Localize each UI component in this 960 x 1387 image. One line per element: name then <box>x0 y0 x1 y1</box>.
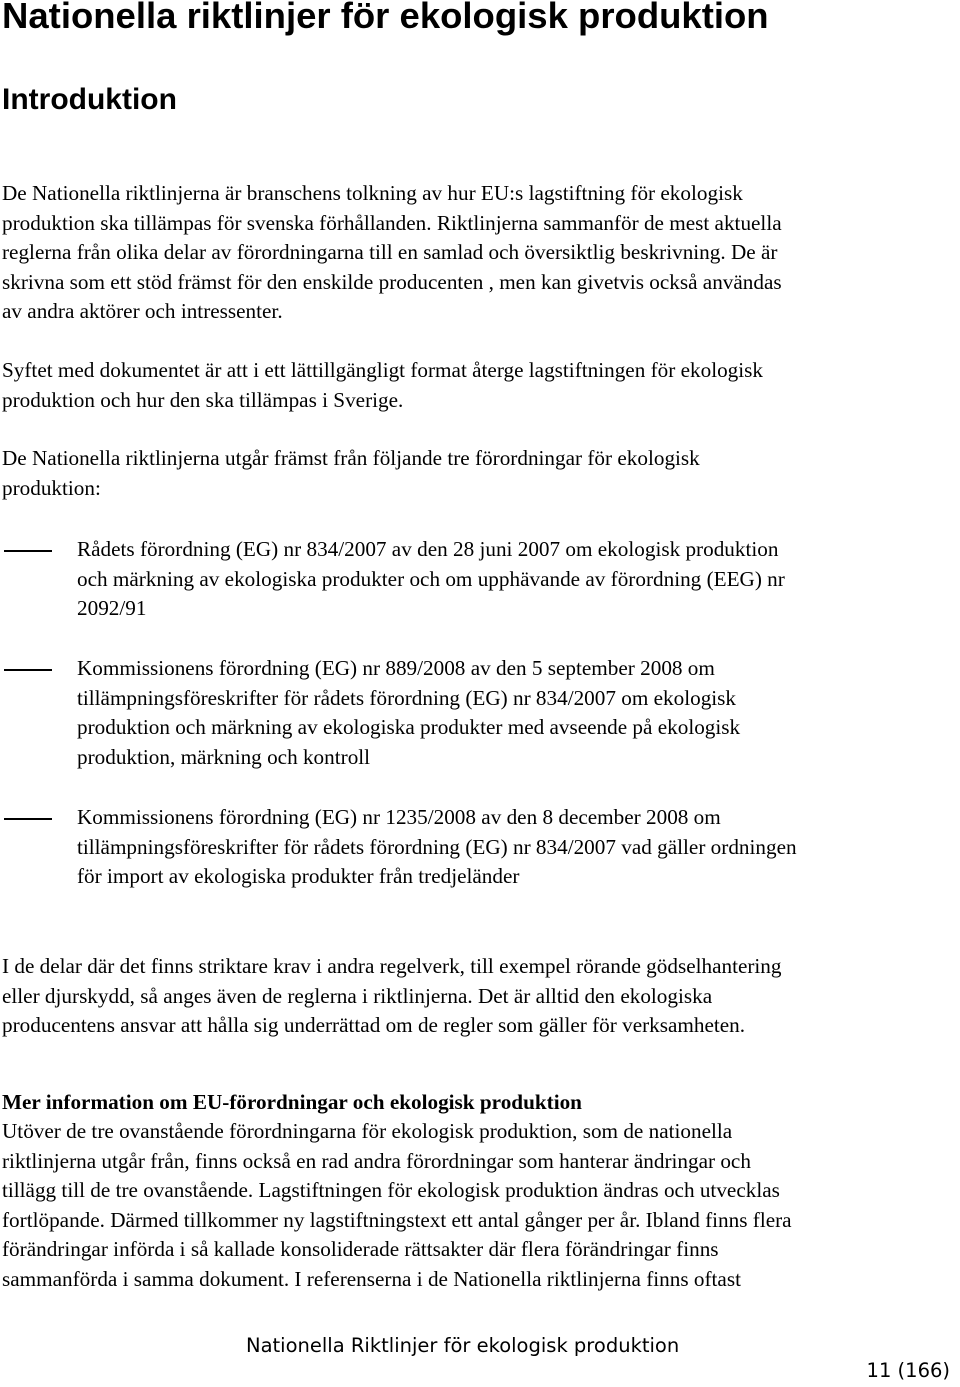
text-line: fortlöpande. Därmed tillkommer ny lagstiftningstext ett antal gånger per år. Ibland finns flera <box>2 1207 792 1232</box>
regulations-intro-paragraph <box>2 444 700 503</box>
page-number: 11 (166) <box>866 1359 950 1382</box>
text-line: produktion, märkning och kontroll <box>77 744 371 769</box>
list-item-text <box>77 803 797 892</box>
text-line: produktion och märkning av ekologiska produkter med avseende på ekologisk <box>77 715 741 739</box>
section-heading: Introduktion <box>2 83 177 116</box>
text-line: och märkning av ekologiska produkter och om upphävande av förordning (EEG) nr <box>77 566 785 591</box>
text-line: för import av ekologiska produkter från tredjeländer <box>77 864 520 888</box>
text-line: Rådets förordning (EG) nr 834/2007 av den 28 juni 2007 om ekologisk produktion <box>77 537 779 561</box>
text-line: producentens ansvar att hålla sig underrättad om de regler som gäller för verksamheten. <box>2 1013 746 1037</box>
text-line: Kommissionens förordning (EG) nr 1235/2008 av den 8 december 2008 om <box>77 805 721 829</box>
more-info-paragraph <box>2 1117 792 1294</box>
text-line: Syftet med dokumentet är att i ett lättillgängligt format återge lagstiftningen för ekologisk <box>2 358 763 382</box>
text-line: eller djurskydd, så anges även de reglerna i riktlinjerna. Det är alltid den ekologiska <box>2 983 713 1008</box>
text-line: skrivna som ett stöd främst för den enskilde producenten , men kan givetvis också användas <box>2 269 782 294</box>
text-line: De Nationella riktlinjerna är branschens tolkning av hur EU:s lagstiftning för ekologisk <box>2 181 743 205</box>
text-line: reglerna från olika delar av förordningarna till en samlad och översiktlig beskrivning. De är <box>2 240 778 264</box>
purpose-paragraph <box>2 356 763 415</box>
text-line: produktion: <box>2 475 101 500</box>
stricter-rules-paragraph <box>2 952 782 1041</box>
list-item-text <box>77 654 740 772</box>
text-line: tillämpningsföreskrifter för rådets förordning (EG) nr 834/2007 om ekologisk <box>77 685 737 710</box>
text-line: av andra aktörer och intressenter. <box>2 299 283 323</box>
document-title: Nationella riktlinjer för ekologisk produktion <box>2 0 769 36</box>
intro-paragraph <box>2 179 782 327</box>
text-line: Kommissionens förordning (EG) nr 889/2008 av den 5 september 2008 om <box>77 656 715 680</box>
text-line: tillägg till de tre ovanstående. Lagstiftningen för ekologisk produktion ändras och utvecklas <box>2 1178 780 1202</box>
text-line: I de delar där det finns striktare krav i andra regelverk, till exempel rörande gödselhantering <box>2 954 782 978</box>
text-line: De Nationella riktlinjerna utgår främst från följande tre förordningar för ekologisk <box>2 446 700 470</box>
footer-title: Nationella Riktlinjer för ekologisk produktion <box>246 1334 680 1357</box>
text-line: tillämpningsföreskrifter för rådets förordning (EG) nr 834/2007 vad gäller ordningen <box>77 834 797 859</box>
text-line: produktion och hur den ska tillämpas i Sverige. <box>2 387 404 412</box>
text-line: förändringar införda i så kallade konsoliderade rättsakter där flera förändringar finns <box>2 1237 719 1261</box>
text-line: 2092/91 <box>77 596 147 620</box>
text-line: riktlinjerna utgår från, finns också en rad andra förordningar som hanterar ändringar och <box>2 1148 751 1173</box>
more-info-heading: Mer information om EU-förordningar och ekologisk produktion <box>2 1090 582 1114</box>
dash-bullet-icon <box>4 669 52 671</box>
dash-bullet-icon <box>4 550 52 552</box>
list-item-text <box>77 535 785 624</box>
text-line: produktion ska tillämpas för svenska förhållanden. Riktlinjerna sammanför de mest aktuella <box>2 210 782 235</box>
dash-bullet-icon <box>4 818 52 820</box>
text-line: Utöver de tre ovanstående förordningarna för ekologisk produktion, som de nationella <box>2 1119 733 1143</box>
text-line: sammanförda i samma dokument. I referenserna i de Nationella riktlinjerna finns oftast <box>2 1266 741 1291</box>
